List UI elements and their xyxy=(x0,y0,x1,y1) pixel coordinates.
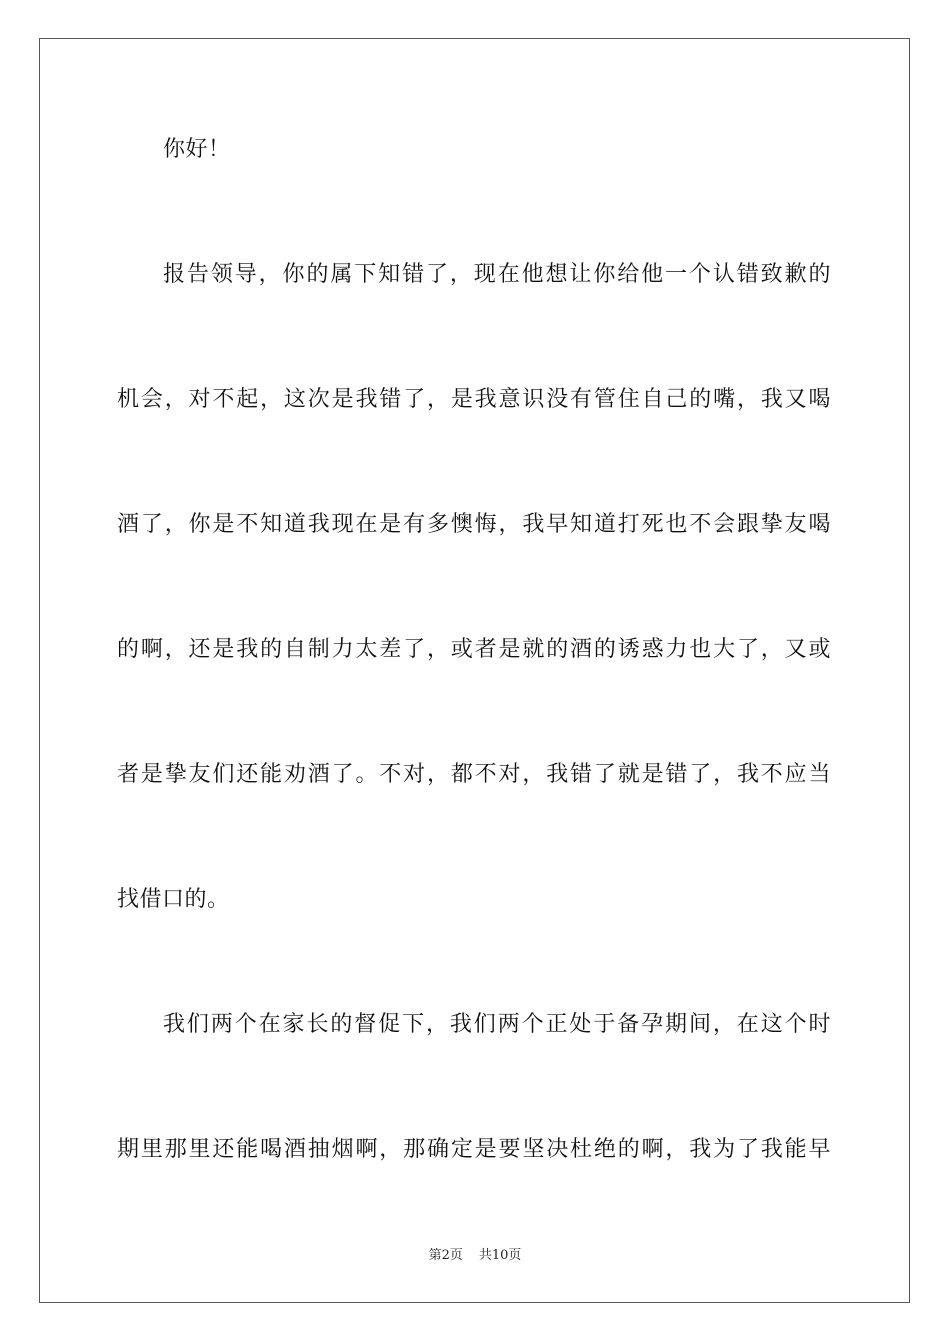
paragraph-2-line-2: 期里那里还能喝酒抽烟啊，那确定是要坚决杜绝的啊，我为了我能早 xyxy=(117,1137,831,1162)
greeting-line: 你好！ xyxy=(163,137,231,162)
paragraph-1-line-3: 酒了，你是不知道我现在是有多懊悔，我早知道打死也不会跟挚友喝 xyxy=(117,512,831,537)
paragraph-1-line-1: 报告领导，你的属下知错了，现在他想让你给他一个认错致歉的 xyxy=(163,262,831,287)
paragraph-1-line-4: 的啊，还是我的自制力太差了，或者是就的酒的诱惑力也大了，又或 xyxy=(117,637,831,662)
paragraph-1-line-5: 者是挚友们还能劝酒了。不对，都不对，我错了就是错了，我不应当 xyxy=(117,762,831,787)
paragraph-1-line-6: 找借口的。 xyxy=(117,887,230,912)
page-footer xyxy=(0,1247,950,1265)
paragraph-2-line-1: 我们两个在家长的督促下，我们两个正处于备孕期间，在这个时 xyxy=(163,1012,831,1037)
page-total: 共10页 xyxy=(478,1248,522,1263)
page-number: 第2页 xyxy=(428,1248,463,1263)
paragraph-1-line-2: 机会，对不起，这次是我错了，是我意识没有管住自己的嘴，我又喝 xyxy=(117,387,831,412)
page-border xyxy=(39,38,910,1303)
